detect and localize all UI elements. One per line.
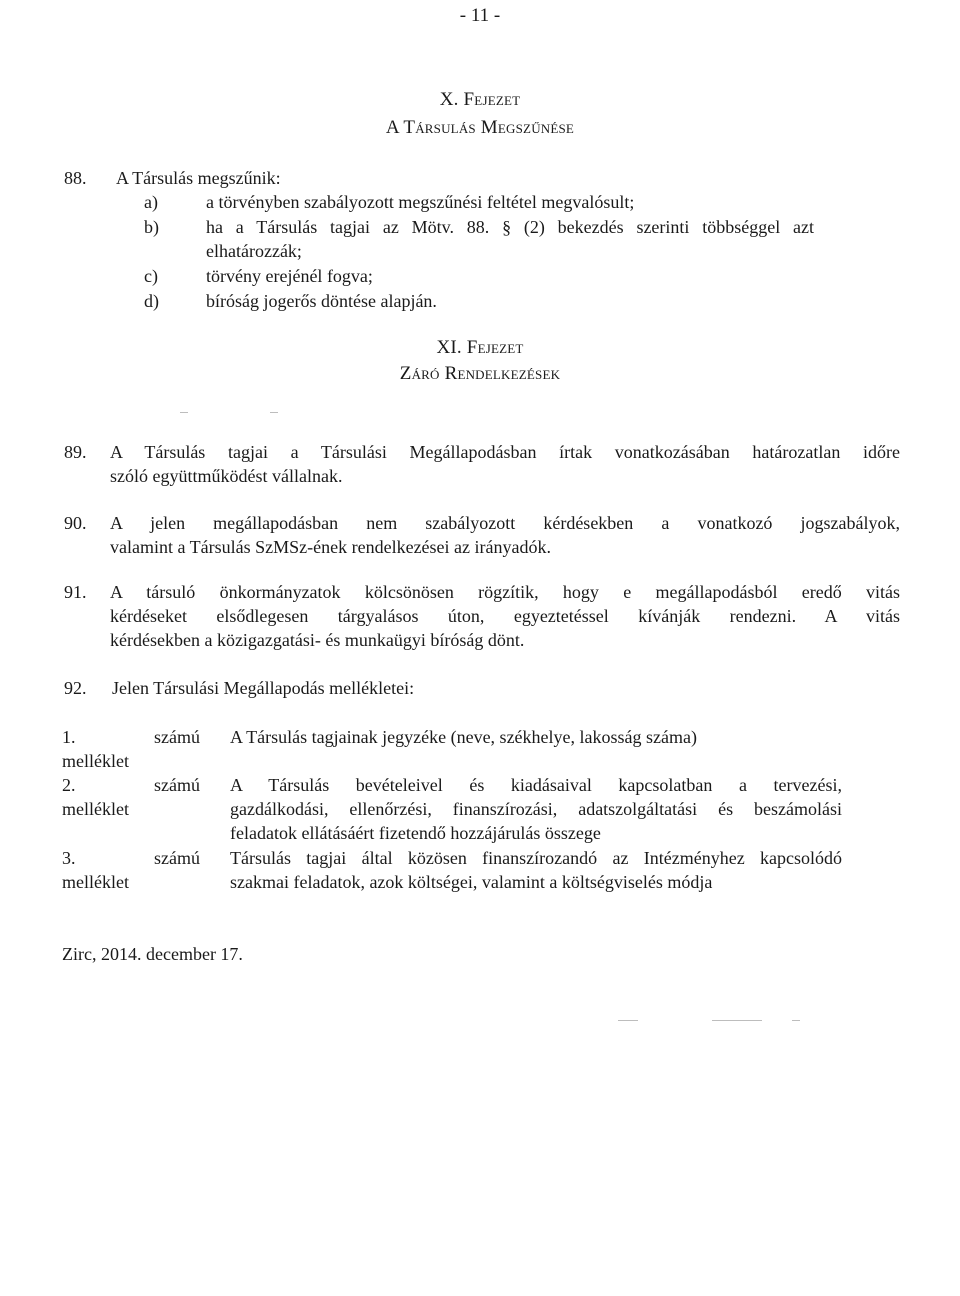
item-b-label: b) [144,217,159,237]
section-89-number: 89. [64,442,87,462]
annex-2-melleklet: melléklet [62,799,129,819]
item-b-line-2: elhatározzák; [206,241,302,261]
section-89-line-2: szóló együttműködést vállalnak. [110,466,343,486]
section-92-text: Jelen Társulási Megállapodás mellékletei: [112,678,415,698]
annex-1-line-1: A Társulás tagjainak jegyzéke (neve, székhelye, lakosság száma) [230,727,697,747]
item-b-line-1: ha a Társulás tagjai az Mötv. 88. § (2) bekezdés szerinti többséggel azt [206,217,814,237]
item-a-text: a törvényben szabályozott megszűnési feltétel megvalósult; [206,192,635,212]
item-b-text [206,215,814,263]
annex-1-number: 1. [62,727,76,747]
chapter-10-subtitle-text: A Társulás Megszűnése [385,117,575,138]
annex-3-number: 3. [62,848,76,868]
section-91-line-3: kérdésekben a közigazgatási- és munkaügyi bíróság dönt. [110,630,525,650]
section-89-text [110,440,900,488]
scan-mark [618,1020,638,1021]
annex-2-word: számú [154,775,200,795]
scan-mark [180,412,188,413]
annex-1-melleklet: melléklet [62,751,129,771]
annex-2-text [230,773,842,845]
annex-2-line-2: gazdálkodási, ellenőrzési, finanszírozási, adatszolgáltatási és beszámolási [230,799,842,819]
annex-2-line-1: A Társulás bevételeivel és kiadásaival kapcsolatban a tervezési, [230,775,842,795]
item-d-text: bíróság jogerős döntése alapján. [206,291,437,311]
place-date: Zirc, 2014. december 17. [62,944,243,964]
section-90-line-2: valamint a Társulás SzMSz-ének rendelkezései az irányadók. [110,537,551,557]
section-89-line-1: A Társulás tagjai a Társulási Megállapodásban írtak vonatkozásában határozatlan időre [110,442,900,462]
item-a-label: a) [144,192,158,212]
annex-1-text [230,725,842,749]
chapter-11-title-text: XI. Fejezet [436,337,524,358]
item-c-label: c) [144,266,158,286]
chapter-11-subtitle-text: Záró Rendelkezések [399,363,561,384]
section-91-text [110,580,900,652]
annex-3-text [230,846,842,894]
annex-2-line-3: feladatok ellátásáért fizetendő hozzájárulás összege [230,823,601,843]
annex-3-line-1: Társulás tagjai által közösen finanszírozandó az Intézményhez kapcsolódó [230,848,842,868]
annex-2-number: 2. [62,775,76,795]
chapter-10-title [0,88,960,112]
scan-mark [792,1020,800,1021]
section-90-text [110,511,900,559]
chapter-11-subtitle [0,362,960,386]
annex-3-line-2: szakmai feladatok, azok költségei, valamint a költségviselés módja [230,872,713,892]
chapter-10-subtitle [0,116,960,140]
section-88-intro: A Társulás megszűnik: [116,168,281,188]
section-91-number: 91. [64,582,87,602]
annex-3-melleklet: melléklet [62,872,129,892]
section-92-number: 92. [64,678,87,698]
section-90-number: 90. [64,513,87,533]
signature-line [712,1020,762,1021]
section-88-number: 88. [64,168,87,188]
scan-mark [270,412,278,413]
page-number: - 11 - [459,5,501,26]
annex-3-word: számú [154,848,200,868]
item-c-text: törvény erejénél fogva; [206,266,373,286]
chapter-11-title [0,336,960,360]
section-90-line-1: A jelen megállapodásban nem szabályozott kérdésekben a vonatkozó jogszabályok, [110,513,900,533]
section-91-line-1: A társuló önkormányzatok kölcsönösen rögzítik, hogy e megállapodásból eredő vitás [110,582,900,602]
chapter-10-title-text: X. Fejezet [439,89,521,110]
annex-1-word: számú [154,727,200,747]
item-d-label: d) [144,291,159,311]
section-91-line-2: kérdéseket elsődlegesen tárgyalásos úton, egyeztetéssel kívánják rendezni. A vitás [110,606,900,626]
